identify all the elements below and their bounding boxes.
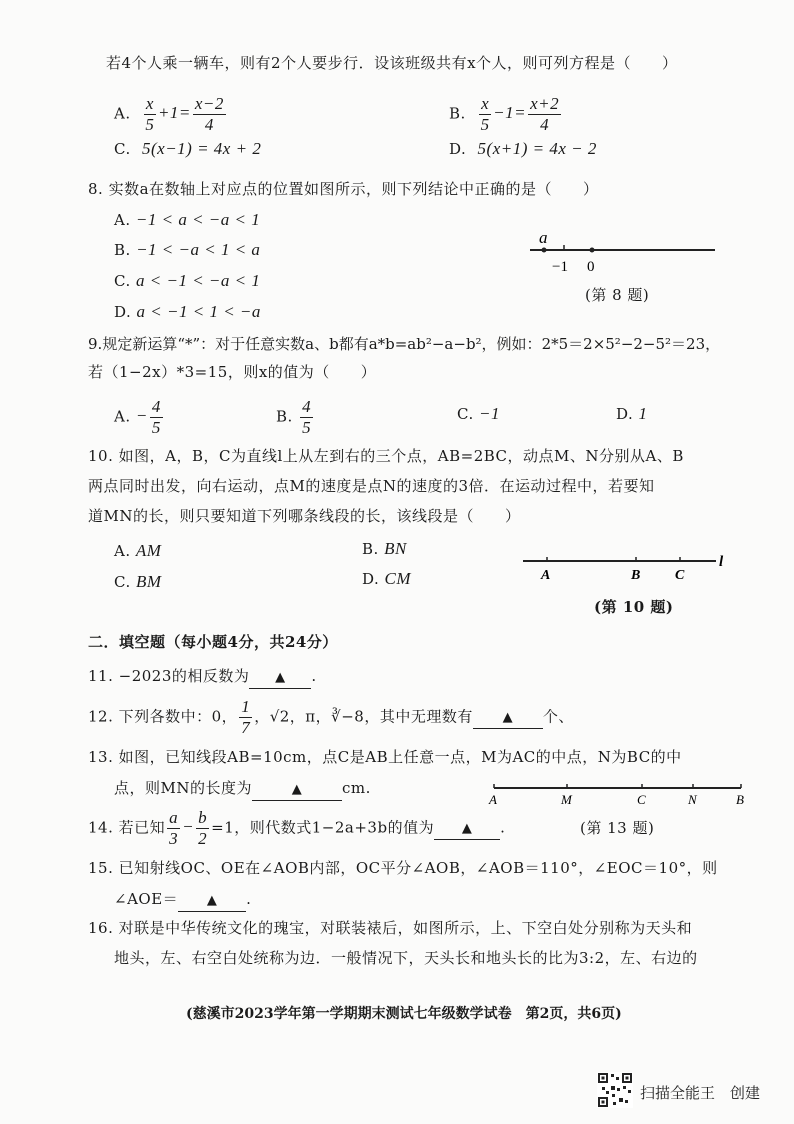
q8-point-a-label: a (539, 228, 548, 247)
q13-line1: 13. 如图，已知线段AB=10cm，点C是AB上任意一点，M为AC的中点，N为BC的中 (88, 748, 682, 766)
q7-option-b: B. $\frac{x}{5}$ −1= $\frac{x+2}{4}$ (449, 94, 560, 134)
q10-label-a: A (541, 568, 551, 583)
q13-caption: (第 13 题) (580, 819, 655, 837)
scanner-watermark: 扫描全能王 创建 (640, 1084, 761, 1102)
q10-option-a: A. AM (114, 541, 162, 560)
q9-line1: 9.规定新运算“*”：对于任意实数a、b都有a*b=ab²−a−b²，例如：2*5＝2×5²−2−5²＝23， (88, 335, 721, 353)
q11: 11. −2023的相反数为 ▲ . (88, 666, 317, 689)
q9-option-d: D. 1 (616, 404, 648, 423)
q14: 14. 若已知 $\frac{a}{3}$ − $\frac{b}{2}$ =1，则代数式1−2a+3b的值为 ▲ . (88, 808, 506, 848)
q8-option-a: A. −1 < a < −a < 1 (114, 210, 261, 229)
q8-stem: 8. 实数a在数轴上对应点的位置如图所示，则下列结论中正确的是（ ） (88, 180, 599, 198)
q8-number-line (520, 225, 720, 275)
q10-line3: 道MN的长，则只要知道下列哪条线段的长，该线段是（ ） (88, 507, 521, 525)
section2-title: 二．填空题（每小题4分，共24分） (88, 633, 338, 651)
q8-option-d: D. a < −1 < 1 < −a (114, 302, 261, 321)
q13-label-n: N (688, 792, 697, 807)
q7-option-d: D. 5(x+1) = 4x − 2 (449, 139, 597, 158)
q9-option-a: A. − $\frac{4}{5}$ (114, 397, 161, 437)
q8-option-c: C. a < −1 < −a < 1 (114, 271, 261, 290)
q9-option-b: B. $\frac{4}{5}$ (276, 397, 312, 437)
q10-option-c: C. BM (114, 572, 162, 591)
q7-option-a: A. $\frac{x}{5}$ +1= $\frac{x-2}{4}$ (114, 94, 224, 134)
q15-line2: ∠AOE＝ ▲ . (114, 889, 251, 912)
q12-blank: ▲ (473, 708, 543, 729)
q15-line1: 15. 已知射线OC、OE在∠AOB内部，OC平分∠AOB，∠AOB＝110°，∠EOC＝10°，则 (88, 859, 718, 877)
q9-option-c: C. −1 (457, 404, 500, 423)
q13-label-c: C (637, 792, 646, 807)
q13-label-b: B (736, 792, 744, 807)
q13-blank: ▲ (252, 780, 342, 801)
q10-line2: 两点同时出发，向右运动，点M的速度是点N的速度的3倍．在运动过程中，若要知 (88, 477, 655, 495)
q13-label-m: M (561, 792, 572, 807)
q15-blank: ▲ (178, 891, 246, 912)
q7-option-c: C. 5(x−1) = 4x + 2 (114, 139, 262, 158)
q16-line2: 地头，左、右空白处统称为边．一般情况下，天头长和地头长的比为3:2，左、右边的 (114, 949, 698, 967)
q10-label-b: B (631, 568, 641, 583)
q10-option-b: B. BN (362, 539, 407, 558)
q14-blank: ▲ (434, 819, 500, 840)
q12: 12. 下列各数中：0， $\frac{1}{7}$ ，√2，π，∛−8，其中无理数有 ▲ 个、 (88, 697, 574, 737)
q8-caption: (第 8 题) (585, 286, 650, 304)
q10-line-figure (518, 549, 733, 585)
q9-line2: 若（1−2x）*3=15，则x的值为（ ） (88, 363, 377, 381)
q10-label-l: l (719, 554, 724, 570)
q13-line2: 点，则MN的长度为 ▲ cm. (88, 778, 371, 801)
q13-segment-figure (486, 782, 748, 808)
q16-line1: 16. 对联是中华传统文化的瑰宝，对联装裱后，如图所示，上、下空白处分别称为天头和 (88, 919, 693, 937)
qr-code-icon (597, 1072, 633, 1112)
q8-tick-minus1: −1 (552, 259, 568, 275)
q10-label-c: C (675, 568, 685, 583)
q13-label-a: A (489, 792, 497, 807)
q10-caption: (第 10 题) (594, 598, 674, 616)
q11-blank: ▲ (249, 668, 311, 689)
q7-stem: 若4个人乘一辆车，则有2个人要步行．设该班级共有x个人，则可列方程是（ ） (106, 54, 678, 72)
page-footer: (慈溪市2023学年第一学期期末测试七年级数学试卷 第2页，共6页) (186, 1006, 622, 1022)
q8-option-b: B. −1 < −a < 1 < a (114, 240, 261, 259)
q8-tick-zero: 0 (587, 259, 595, 275)
q10-option-d: D. CM (362, 569, 412, 588)
q10-line1: 10. 如图，A，B，C为直线l上从左到右的三个点，AB=2BC，动点M、N分别从A、B (88, 447, 684, 465)
